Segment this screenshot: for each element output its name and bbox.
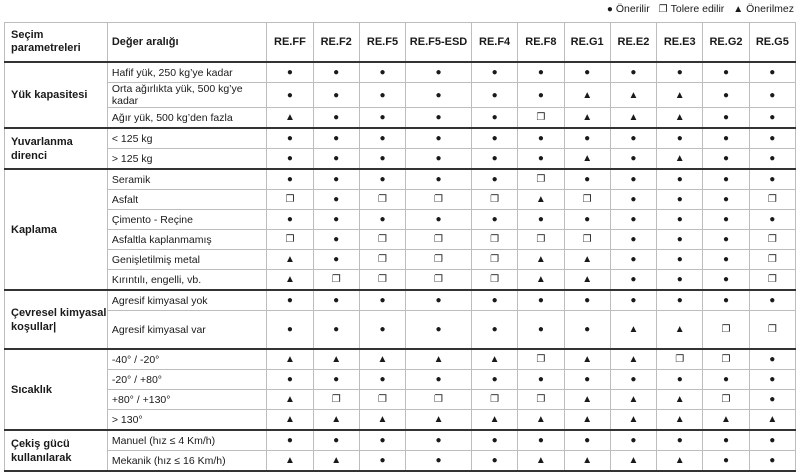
rating-symbol: ▲	[267, 410, 313, 431]
rating-symbol: ●	[564, 290, 610, 311]
rating-symbol: ▲	[657, 83, 703, 108]
rating-symbol: ●	[610, 169, 656, 190]
value-range: Genişletilmiş metal	[107, 250, 266, 270]
rating-symbol: ▲	[657, 390, 703, 410]
rating-symbol: ●	[657, 290, 703, 311]
rating-symbol: ●	[313, 250, 359, 270]
rating-symbol: ▲	[518, 270, 564, 291]
legend-tolerated	[659, 3, 725, 15]
table-row	[5, 128, 796, 149]
rating-symbol: ▲	[518, 451, 564, 472]
rating-symbol: ❐	[518, 169, 564, 190]
rating-symbol: ▲	[406, 349, 472, 370]
rating-symbol: ●	[518, 311, 564, 350]
rating-symbol: ●	[564, 169, 610, 190]
rating-symbol: ●	[471, 451, 517, 472]
rating-symbol: ❐	[564, 230, 610, 250]
rating-symbol: ▲	[359, 349, 405, 370]
rating-symbol: ●	[267, 169, 313, 190]
rating-symbol: ●	[313, 128, 359, 149]
rating-symbol: ●	[703, 62, 749, 83]
rating-symbol: ▲	[564, 349, 610, 370]
rating-symbol: ▲	[657, 149, 703, 170]
rating-symbol: ●	[267, 370, 313, 390]
rating-symbol: ▲	[267, 390, 313, 410]
rating-symbol: ●	[518, 290, 564, 311]
rating-symbol: ▲	[657, 410, 703, 431]
rating-symbol: ▲	[610, 410, 656, 431]
legend-recommended	[607, 3, 650, 15]
rating-symbol: ●	[267, 210, 313, 230]
value-range: Orta ağırlıkta yük, 500 kg’ye kadar	[107, 83, 266, 108]
rating-symbol: ●	[518, 62, 564, 83]
rating-symbol: ❐	[359, 250, 405, 270]
rating-symbol: ●	[518, 149, 564, 170]
value-range: Çimento - Reçine	[107, 210, 266, 230]
rating-symbol: ●	[610, 128, 656, 149]
table-row	[5, 370, 796, 390]
rating-symbol: ▲	[657, 311, 703, 350]
rating-symbol: ●	[610, 62, 656, 83]
rating-symbol: ❐	[471, 270, 517, 291]
rating-symbol: ▲	[471, 410, 517, 431]
rating-symbol: ❐	[471, 390, 517, 410]
rating-symbol: ●	[610, 210, 656, 230]
rating-symbol: ▲	[267, 270, 313, 291]
rating-symbol: ●	[749, 290, 795, 311]
product-header: RE.F2	[313, 23, 359, 63]
value-range: Ağır yük, 500 kg’den fazla	[107, 108, 266, 129]
rating-symbol: ●	[406, 149, 472, 170]
product-header: RE.F5-ESD	[406, 23, 472, 63]
rating-symbol: ●	[313, 230, 359, 250]
rating-symbol: ●	[657, 430, 703, 451]
rating-symbol: ●	[359, 311, 405, 350]
table-row	[5, 62, 796, 83]
rating-symbol: ●	[703, 210, 749, 230]
rating-symbol: ●	[471, 210, 517, 230]
rating-symbol: ●	[657, 270, 703, 291]
rating-symbol: ●	[406, 108, 472, 129]
rating-symbol: ●	[657, 250, 703, 270]
rating-symbol: ▲	[564, 83, 610, 108]
legend	[601, 3, 794, 15]
table-row	[5, 410, 796, 431]
rating-symbol: ❐	[518, 230, 564, 250]
rating-symbol: ▲	[313, 410, 359, 431]
table-row	[5, 311, 796, 350]
rating-symbol: ●	[749, 62, 795, 83]
table-row	[5, 190, 796, 210]
value-range: Kırıntılı, engelli, vb.	[107, 270, 266, 291]
rating-symbol: ▲	[657, 108, 703, 129]
rating-symbol: ●	[406, 290, 472, 311]
rating-symbol: ❐	[313, 390, 359, 410]
rating-symbol: ●	[471, 290, 517, 311]
rating-symbol: ▲	[749, 410, 795, 431]
legend-not-recommended	[733, 3, 794, 15]
rating-symbol: ❐	[267, 190, 313, 210]
rating-symbol: ▲	[657, 451, 703, 472]
rating-symbol: ❐	[406, 270, 472, 291]
rating-symbol: ●	[749, 370, 795, 390]
value-range: Asfaltla kaplanmamış	[107, 230, 266, 250]
table-body	[5, 62, 796, 471]
rating-symbol: ❐	[703, 311, 749, 350]
rating-symbol: ▲	[313, 349, 359, 370]
table-row	[5, 270, 796, 291]
rating-symbol: ●	[406, 169, 472, 190]
rating-symbol: ●	[313, 290, 359, 311]
rating-symbol: ❐	[267, 230, 313, 250]
rating-symbol: ●	[406, 430, 472, 451]
rating-symbol: ▲	[610, 451, 656, 472]
product-header: RE.G2	[703, 23, 749, 63]
rating-symbol: ●	[267, 83, 313, 108]
value-range: > 125 kg	[107, 149, 266, 170]
rating-symbol: ●	[406, 83, 472, 108]
rating-symbol: ❐	[749, 190, 795, 210]
table-row	[5, 169, 796, 190]
rating-symbol: ●	[313, 108, 359, 129]
rating-symbol: ●	[703, 250, 749, 270]
rating-symbol: ●	[564, 128, 610, 149]
rating-symbol: ❐	[406, 190, 472, 210]
rating-symbol: ●	[313, 83, 359, 108]
rating-symbol: ❐	[703, 349, 749, 370]
rating-symbol: ❐	[313, 270, 359, 291]
rating-symbol: ▲	[610, 311, 656, 350]
rating-symbol: ●	[313, 169, 359, 190]
rating-symbol: ●	[610, 230, 656, 250]
rating-symbol: ●	[703, 149, 749, 170]
table-row	[5, 390, 796, 410]
rating-symbol: ▲	[610, 349, 656, 370]
rating-symbol: ●	[703, 451, 749, 472]
rating-symbol: ❐	[406, 390, 472, 410]
rating-symbol: ▲	[564, 149, 610, 170]
rating-symbol: ●	[359, 370, 405, 390]
value-range: Asfalt	[107, 190, 266, 210]
rating-symbol: ●	[703, 230, 749, 250]
rating-symbol: ▲	[471, 349, 517, 370]
rating-symbol: ●	[313, 62, 359, 83]
parameter-group: Çekiş gücü kullanılarak	[5, 430, 108, 471]
rating-symbol: ▲	[564, 410, 610, 431]
rating-symbol: ●	[406, 311, 472, 350]
rating-symbol: ●	[406, 370, 472, 390]
rating-symbol: ●	[406, 128, 472, 149]
product-header: RE.F8	[518, 23, 564, 63]
product-header: RE.G5	[749, 23, 795, 63]
rating-symbol: ●	[749, 128, 795, 149]
value-range: > 130°	[107, 410, 266, 431]
rating-symbol: ●	[610, 430, 656, 451]
parameter-group: Kaplama	[5, 169, 108, 290]
table-row	[5, 83, 796, 108]
rating-symbol: ●	[749, 149, 795, 170]
rating-symbol: ●	[657, 230, 703, 250]
rating-symbol: ●	[313, 210, 359, 230]
param-header: Seçim parametreleri	[5, 23, 108, 63]
rating-symbol: ●	[657, 370, 703, 390]
rating-symbol: ●	[564, 311, 610, 350]
rating-symbol: ●	[267, 290, 313, 311]
rating-symbol: ❐	[471, 230, 517, 250]
table-row	[5, 210, 796, 230]
rating-symbol: ●	[610, 370, 656, 390]
rating-symbol: ●	[471, 128, 517, 149]
rating-symbol: ❐	[749, 311, 795, 350]
rating-symbol: ▲	[518, 410, 564, 431]
rating-symbol: ●	[518, 128, 564, 149]
rating-symbol: ▲	[564, 108, 610, 129]
value-range: +80° / +130°	[107, 390, 266, 410]
rating-symbol: ●	[610, 149, 656, 170]
not-recommended-icon: ▲	[733, 4, 744, 15]
rating-symbol: ▲	[518, 250, 564, 270]
rating-symbol: ●	[359, 290, 405, 311]
table-row	[5, 349, 796, 370]
rating-symbol: ▲	[703, 410, 749, 431]
value-range: < 125 kg	[107, 128, 266, 149]
rating-symbol: ●	[703, 190, 749, 210]
table-row	[5, 250, 796, 270]
rating-symbol: ●	[471, 83, 517, 108]
value-range: Seramik	[107, 169, 266, 190]
parameter-group: Sıcaklık	[5, 349, 108, 430]
rating-symbol: ❐	[749, 230, 795, 250]
rating-symbol: ●	[703, 370, 749, 390]
rating-symbol: ▲	[564, 250, 610, 270]
rating-symbol: ❐	[406, 230, 472, 250]
table-row	[5, 430, 796, 451]
rating-symbol: ●	[564, 370, 610, 390]
rating-symbol: ▲	[610, 83, 656, 108]
rating-symbol: ❐	[749, 250, 795, 270]
rating-symbol: ●	[703, 108, 749, 129]
rating-symbol: ●	[703, 270, 749, 291]
rating-symbol: ▲	[610, 108, 656, 129]
rating-symbol: ●	[749, 108, 795, 129]
rating-symbol: ●	[749, 390, 795, 410]
rating-symbol: ❐	[657, 349, 703, 370]
rating-symbol: ●	[610, 190, 656, 210]
rating-symbol: ❐	[471, 190, 517, 210]
legend-label: Önerilmez	[746, 3, 794, 15]
rating-symbol: ●	[359, 451, 405, 472]
product-header: RE.E2	[610, 23, 656, 63]
rating-symbol: ●	[564, 210, 610, 230]
rating-symbol: ●	[703, 430, 749, 451]
rating-symbol: ●	[359, 108, 405, 129]
rating-symbol: ●	[471, 430, 517, 451]
rating-symbol: ●	[406, 451, 472, 472]
product-header: RE.FF	[267, 23, 313, 63]
rating-symbol: ●	[471, 311, 517, 350]
rating-symbol: ●	[657, 62, 703, 83]
rating-symbol: ▲	[267, 349, 313, 370]
table-row	[5, 108, 796, 129]
rating-symbol: ●	[564, 430, 610, 451]
value-range: Hafif yük, 250 kg’ye kadar	[107, 62, 266, 83]
rating-symbol: ●	[749, 451, 795, 472]
legend-label: Önerilir	[615, 3, 650, 15]
rating-symbol: ❐	[359, 230, 405, 250]
rating-symbol: ●	[359, 430, 405, 451]
rating-symbol: ●	[313, 190, 359, 210]
rating-symbol: ▲	[406, 410, 472, 431]
value-range: -40° / -20°	[107, 349, 266, 370]
rating-symbol: ●	[313, 149, 359, 170]
legend-label: Tolere edilir	[670, 3, 725, 15]
rating-symbol: ▲	[564, 390, 610, 410]
rating-symbol: ●	[703, 128, 749, 149]
rating-symbol: ❐	[749, 270, 795, 291]
product-header: RE.E3	[657, 23, 703, 63]
rating-symbol: ❐	[518, 108, 564, 129]
table-row	[5, 290, 796, 311]
header-row	[5, 23, 796, 63]
rating-symbol: ▲	[518, 190, 564, 210]
rating-symbol: ▲	[564, 270, 610, 291]
table-row	[5, 451, 796, 472]
value-range: -20° / +80°	[107, 370, 266, 390]
rating-symbol: ❐	[564, 190, 610, 210]
rating-symbol: ▲	[610, 390, 656, 410]
selection-table	[4, 22, 796, 472]
parameter-group: Çevresel kimyasal koşullar|	[5, 290, 108, 349]
rating-symbol: ●	[749, 430, 795, 451]
rating-symbol: ●	[471, 169, 517, 190]
rating-symbol: ●	[406, 62, 472, 83]
rating-symbol: ❐	[359, 390, 405, 410]
tolerated-icon: ❐	[658, 4, 668, 15]
rating-symbol: ●	[518, 370, 564, 390]
rating-symbol: ●	[657, 169, 703, 190]
recommended-icon: ●	[606, 4, 613, 15]
product-header: RE.F4	[471, 23, 517, 63]
value-range: Mekanik (hız ≤ 16 Km/h)	[107, 451, 266, 472]
rating-symbol: ●	[267, 149, 313, 170]
rating-symbol: ●	[359, 128, 405, 149]
rating-symbol: ●	[749, 349, 795, 370]
value-range: Agresif kimyasal yok	[107, 290, 266, 311]
rating-symbol: ●	[657, 210, 703, 230]
rating-symbol: ●	[267, 311, 313, 350]
rating-symbol: ●	[610, 250, 656, 270]
rating-symbol: ●	[313, 430, 359, 451]
rating-symbol: ●	[313, 311, 359, 350]
range-header: Değer aralığı	[107, 23, 266, 63]
product-header: RE.F5	[359, 23, 405, 63]
parameter-group: Yuvarlanma direnci	[5, 128, 108, 169]
value-range: Manuel (hız ≤ 4 Km/h)	[107, 430, 266, 451]
rating-symbol: ▲	[359, 410, 405, 431]
rating-symbol: ❐	[703, 390, 749, 410]
rating-symbol: ▲	[267, 451, 313, 472]
value-range: Agresif kimyasal var	[107, 311, 266, 350]
rating-symbol: ●	[267, 430, 313, 451]
rating-symbol: ❐	[471, 250, 517, 270]
rating-symbol: ▲	[267, 108, 313, 129]
rating-symbol: ●	[564, 62, 610, 83]
rating-symbol: ●	[657, 190, 703, 210]
rating-symbol: ▲	[313, 451, 359, 472]
rating-symbol: ●	[359, 83, 405, 108]
rating-symbol: ●	[610, 290, 656, 311]
rating-symbol: ▲	[564, 451, 610, 472]
product-header: RE.G1	[564, 23, 610, 63]
rating-symbol: ●	[406, 210, 472, 230]
rating-symbol: ●	[359, 149, 405, 170]
rating-symbol: ●	[703, 83, 749, 108]
rating-symbol: ●	[471, 108, 517, 129]
rating-symbol: ●	[518, 430, 564, 451]
rating-symbol: ●	[610, 270, 656, 291]
rating-symbol: ●	[359, 169, 405, 190]
rating-symbol: ▲	[267, 250, 313, 270]
rating-symbol: ●	[749, 210, 795, 230]
rating-symbol: ●	[749, 169, 795, 190]
rating-symbol: ●	[359, 210, 405, 230]
rating-symbol: ●	[703, 290, 749, 311]
parameter-group: Yük kapasitesi	[5, 62, 108, 128]
rating-symbol: ●	[267, 128, 313, 149]
rating-symbol: ●	[471, 62, 517, 83]
rating-symbol: ●	[471, 370, 517, 390]
rating-symbol: ●	[657, 128, 703, 149]
table-row	[5, 230, 796, 250]
rating-symbol: ●	[267, 62, 313, 83]
rating-symbol: ●	[518, 210, 564, 230]
table-row	[5, 149, 796, 170]
rating-symbol: ●	[749, 83, 795, 108]
rating-symbol: ●	[471, 149, 517, 170]
rating-symbol: ●	[313, 370, 359, 390]
rating-symbol: ●	[359, 62, 405, 83]
rating-symbol: ●	[703, 169, 749, 190]
rating-symbol: ❐	[359, 190, 405, 210]
rating-symbol: ❐	[406, 250, 472, 270]
rating-symbol: ❐	[359, 270, 405, 291]
rating-symbol: ●	[518, 83, 564, 108]
rating-symbol: ❐	[518, 349, 564, 370]
rating-symbol: ❐	[518, 390, 564, 410]
